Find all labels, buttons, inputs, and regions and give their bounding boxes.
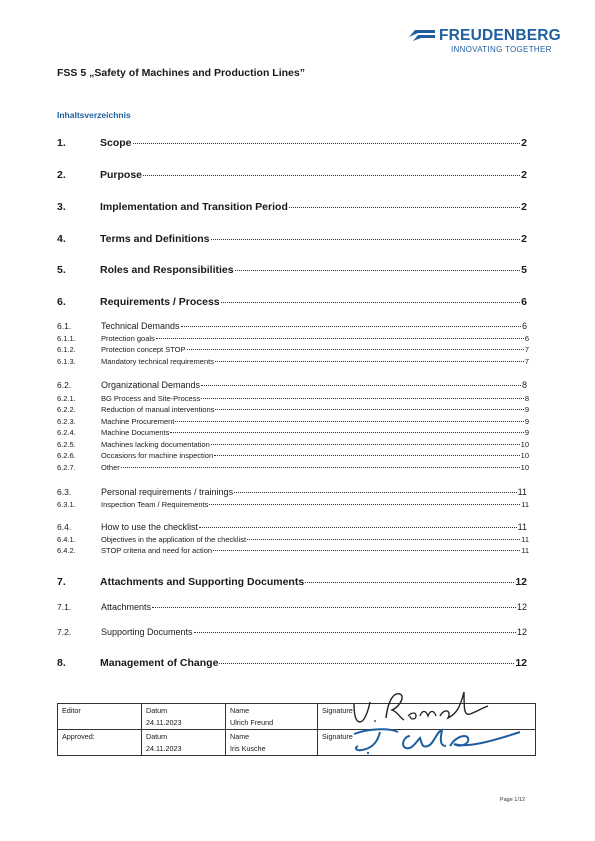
toc-entry[interactable]: [57, 546, 529, 555]
name-value: Ulrich Freund: [230, 718, 274, 727]
toc-entry[interactable]: [57, 602, 527, 612]
toc-entry[interactable]: [57, 380, 527, 390]
toc-page: 10: [520, 451, 529, 460]
toc-entry[interactable]: [57, 169, 527, 181]
toc-entry[interactable]: [57, 264, 527, 276]
role-label: Editor: [62, 706, 81, 715]
toc-title: Objectives in the application of the checklist: [101, 535, 247, 544]
toc-number: 6.2.1.: [57, 394, 76, 403]
toc-number: 2.: [57, 169, 66, 181]
signature-label: Signature: [322, 706, 353, 715]
toc-entry[interactable]: [57, 440, 529, 449]
toc-entry[interactable]: [57, 535, 529, 544]
toc-number: 6.4.: [57, 522, 72, 532]
toc-page: 11: [521, 546, 529, 555]
toc-title: Protection goals: [101, 334, 155, 343]
toc-entry[interactable]: [57, 463, 529, 472]
toc-number: 7.: [57, 576, 66, 588]
toc-entry[interactable]: [57, 451, 529, 460]
toc-heading: Inhaltsverzeichnis: [57, 110, 131, 120]
toc-page: 12: [516, 627, 527, 637]
toc-entry[interactable]: [57, 428, 529, 437]
toc-page: 9: [524, 417, 529, 426]
toc-page: 6: [524, 334, 529, 343]
logo-tagline: INNOVATING TOGETHER: [451, 45, 552, 54]
date-value: 24.11.2023: [146, 744, 182, 753]
toc-entry[interactable]: [57, 657, 527, 669]
toc-entry[interactable]: [57, 522, 527, 532]
toc-number: 6.2.2.: [57, 405, 76, 414]
toc-number: 6.2.3.: [57, 417, 76, 426]
date-cell: [142, 730, 226, 756]
document-title: FSS 5 „Safety of Machines and Production Lines”: [57, 67, 305, 79]
toc-title: Mandatory technical requirements: [101, 357, 214, 366]
toc-entry[interactable]: [57, 137, 527, 149]
toc-number: 4.: [57, 233, 66, 245]
toc-entry[interactable]: [57, 500, 529, 509]
name-label: Name: [230, 706, 250, 715]
toc-entry[interactable]: [57, 201, 527, 213]
toc-page: 10: [520, 440, 529, 449]
toc-entry[interactable]: [57, 296, 527, 308]
toc-number: 3.: [57, 201, 66, 213]
toc-entry[interactable]: [57, 627, 527, 637]
toc-number: 6.2.5.: [57, 440, 76, 449]
toc-page: 11: [521, 535, 529, 544]
toc-page: 8: [521, 380, 527, 390]
toc-entry[interactable]: [57, 487, 527, 497]
toc-title: How to use the checklist: [101, 522, 199, 532]
toc-entry[interactable]: [57, 321, 527, 331]
toc-title: Machines lacking documentation: [101, 440, 210, 449]
toc-title: Attachments and Supporting Documents: [100, 576, 305, 588]
toc-page: 9: [524, 405, 529, 414]
signature-label: Signature: [322, 732, 353, 741]
toc-page: 10: [520, 463, 529, 472]
toc-title: Inspection Team / Requirements: [101, 500, 209, 509]
toc-title: Management of Change: [100, 657, 219, 669]
toc-page: 2: [521, 169, 527, 181]
toc-page: 12: [516, 602, 527, 612]
toc-number: 6.1.: [57, 321, 72, 331]
toc-title: Terms and Definitions: [100, 233, 210, 245]
toc-number: 6.2.7.: [57, 463, 76, 472]
date-cell: [142, 704, 226, 730]
toc-title: Requirements / Process: [100, 296, 220, 308]
toc-title: STOP criteria and need for action: [101, 546, 213, 555]
toc-number: 6.: [57, 296, 66, 308]
toc-title: Scope: [100, 137, 132, 149]
toc-number: 6.3.: [57, 487, 72, 497]
toc-title: Personal requirements / trainings: [101, 487, 234, 497]
role-cell: [58, 730, 142, 756]
toc-title: Implementation and Transition Period: [100, 201, 288, 213]
toc-page: 2: [521, 201, 527, 213]
role-label: Approved:: [62, 732, 95, 741]
toc-number: 6.1.3.: [57, 357, 76, 366]
toc-number: 6.2.4.: [57, 428, 76, 437]
role-cell: [58, 704, 142, 730]
toc-title: Machine Procurement: [101, 417, 175, 426]
name-cell: [226, 704, 318, 730]
toc-page: 12: [515, 657, 527, 669]
name-label: Name: [230, 732, 250, 741]
toc-title: Other: [101, 463, 120, 472]
toc-title: Reduction of manual interventions: [101, 405, 215, 414]
toc-number: 6.2.6.: [57, 451, 76, 460]
toc-title: Machine Documents: [101, 428, 170, 437]
logo-mark-icon: [409, 28, 435, 42]
logo-name: FREUDENBERG: [439, 27, 561, 44]
toc-page: 11: [521, 500, 529, 509]
toc-page: 6: [521, 296, 527, 308]
toc-number: 6.2.: [57, 380, 72, 390]
toc-entry[interactable]: [57, 417, 529, 426]
toc-entry[interactable]: [57, 334, 529, 343]
toc-title: Organizational Demands: [101, 380, 201, 390]
toc-title: BG Process and Site-Process: [101, 394, 201, 403]
toc-entry[interactable]: [57, 345, 529, 354]
date-value: 24.11.2023: [146, 718, 182, 727]
toc-entry[interactable]: [57, 357, 529, 366]
page-number: Page 1/12: [499, 797, 525, 803]
date-label: Datum: [146, 706, 168, 715]
toc-title: Technical Demands: [101, 321, 180, 331]
toc-number: 6.1.2.: [57, 345, 76, 354]
toc-page: 7: [524, 357, 529, 366]
toc-number: 1.: [57, 137, 66, 149]
toc-number: 6.4.2.: [57, 546, 76, 555]
toc-page: 12: [515, 576, 527, 588]
toc-title: Purpose: [100, 169, 143, 181]
toc-title: Supporting Documents: [101, 627, 193, 637]
toc-page: 11: [517, 487, 527, 497]
toc-title: Protection concept STOP: [101, 345, 186, 354]
toc-number: 6.4.1.: [57, 535, 76, 544]
toc-entry[interactable]: [57, 405, 529, 414]
date-label: Datum: [146, 732, 168, 741]
toc-page: 11: [517, 522, 527, 532]
toc-number: 5.: [57, 264, 66, 276]
toc-number: 7.2.: [57, 627, 72, 637]
toc-page: 2: [521, 137, 527, 149]
editor-signature: [348, 688, 498, 728]
toc-entry[interactable]: [57, 576, 527, 588]
approver-signature: [350, 726, 525, 756]
toc-number: 6.3.1.: [57, 500, 76, 509]
toc-number: 6.1.1.: [57, 334, 76, 343]
toc-number: 8.: [57, 657, 66, 669]
toc-page: 9: [524, 428, 529, 437]
toc-page: 2: [521, 233, 527, 245]
toc-page: 8: [524, 394, 529, 403]
toc-entry[interactable]: [57, 394, 529, 403]
toc-page: 6: [521, 321, 527, 331]
toc-number: 7.1.: [57, 602, 72, 612]
name-value: Iris Kusche: [230, 744, 266, 753]
toc-entry[interactable]: [57, 233, 527, 245]
toc-page: 7: [524, 345, 529, 354]
name-cell: [226, 730, 318, 756]
freudenberg-logo: [409, 27, 569, 57]
toc-title: Occasions for machine inspection: [101, 451, 214, 460]
toc-page: 5: [521, 264, 527, 276]
toc-title: Attachments: [101, 602, 152, 612]
toc-title: Roles and Responsibilities: [100, 264, 234, 276]
